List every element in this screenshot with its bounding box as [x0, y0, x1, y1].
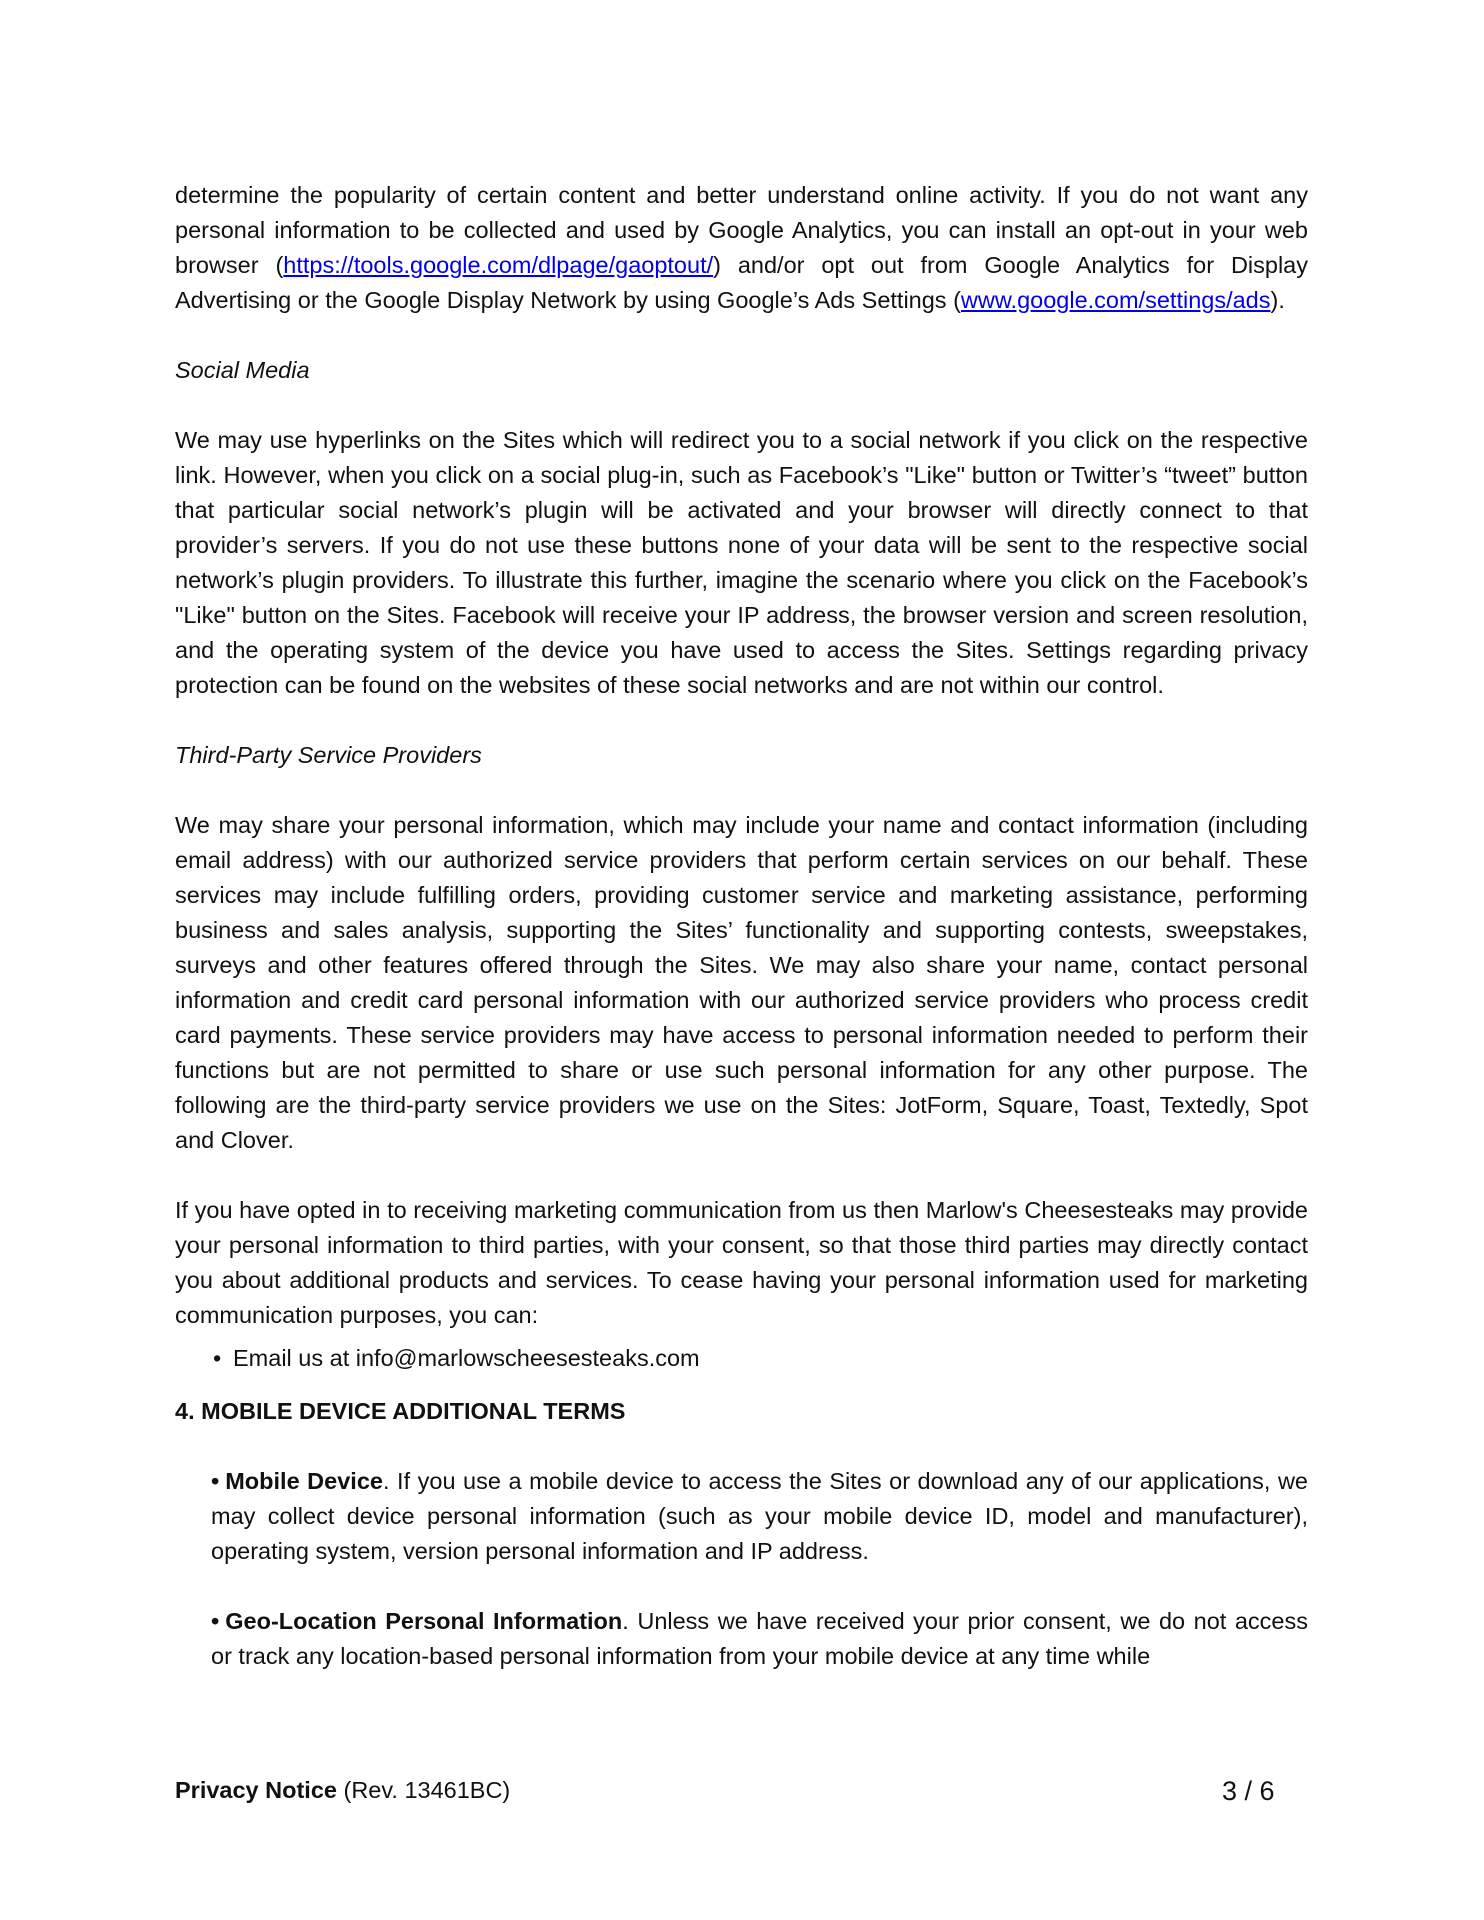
footer-title: Privacy Notice: [175, 1777, 337, 1803]
intro-text-3: ).: [1270, 287, 1285, 313]
term-label: Mobile Device: [225, 1468, 383, 1494]
footer-notice: [175, 1773, 510, 1808]
intro-text-1: determine the popularity of certain content and better understand online activity. If you do not want any personal information to be collected and used by Google Analytics, you can install an opt-out in your web browser (: [175, 182, 1308, 278]
third-party-paragraph-2: If you have opted in to receiving marketing communication from us then Marlow's Cheesesteaks may provide your personal information to third parties, with your consent, so that those third parties may directly contact you about additional products and services. To cease having your personal information used for marketing communication purposes, you can:: [175, 1197, 1308, 1328]
third-party-paragraph-1: We may share your personal information, which may include your name and contact information (including email address) with our authorized service providers that perform certain services on our behalf. These services may include fulfilling orders, providing customer service and marketing assistance, performing business and sales analysis, supporting the Sites’ functionality and supporting contests, sweepstakes, surveys and other features offered through the Sites. We may also share your name, contact personal information and credit card personal information with our authorized service providers who process credit card payments. These service providers may have access to personal information needed to perform their functions but are not permitted to share or use such personal information for any other purpose. The following are the third-party service providers we use on the Sites: JotForm, Square, Toast, Textedly, Spot and Clover.: [175, 812, 1308, 1153]
google-ads-settings-link[interactable]: www.google.com/settings/ads: [960, 287, 1271, 313]
intro-paragraph: [175, 178, 1308, 318]
social-media-heading: Social Media: [175, 357, 310, 383]
section-4-title: 4. MOBILE DEVICE ADDITIONAL TERMS: [175, 1398, 626, 1424]
list-item: • Email us at info@marlowscheesesteaks.com: [213, 1341, 1308, 1376]
term-mobile-device: [211, 1464, 1308, 1569]
footer-revision: (Rev. 13461BC): [336, 1777, 511, 1803]
bullet-icon: •: [211, 1468, 220, 1494]
term-text: . Unless we have received your prior consent, we do not access or track any location-based personal information from your mobile device at any time while: [211, 1608, 1308, 1669]
social-media-paragraph: We may use hyperlinks on the Sites which will redirect you to a social network if you click on the respective link. However, when you click on a social plug-in, such as Facebook’s "Like" button or Twitter’s “tweet” button that particular social network’s plugin will be activated and your browser will directly connect to that provider’s servers. If you do not use these buttons none of your data will be sent to the respective social network’s plugin providers. To illustrate this further, imagine the scenario where you click on the Facebook’s "Like" button on the Sites. Facebook will receive your IP address, the browser version and screen resolution, and the operating system of the device you have used to access the Sites. Settings regarding privacy protection can be found on the websites of these social networks and are not within our control.: [175, 427, 1308, 698]
document-page: [175, 178, 1308, 1709]
term-text: . If you use a mobile device to access the Sites or download any of our applications, we may collect device personal information (such as your mobile device ID, model and manufacturer), operating system, version personal information and IP address.: [211, 1468, 1308, 1564]
term-geo-location: [211, 1604, 1308, 1674]
bullet-icon: •: [211, 1608, 220, 1634]
term-label: Geo-Location Personal Information: [225, 1608, 623, 1634]
contact-bullet-list: [175, 1341, 1308, 1376]
third-party-heading: Third-Party Service Providers: [175, 742, 482, 768]
intro-text-2: ) and/or opt out from Google Analytics for Display Advertising or the Google Display Network by using Google’s Ads Settings (: [175, 252, 1308, 313]
google-optout-link[interactable]: https://tools.google.com/dlpage/gaoptout/: [283, 252, 714, 278]
page-number: 3 / 6: [1222, 1776, 1275, 1806]
